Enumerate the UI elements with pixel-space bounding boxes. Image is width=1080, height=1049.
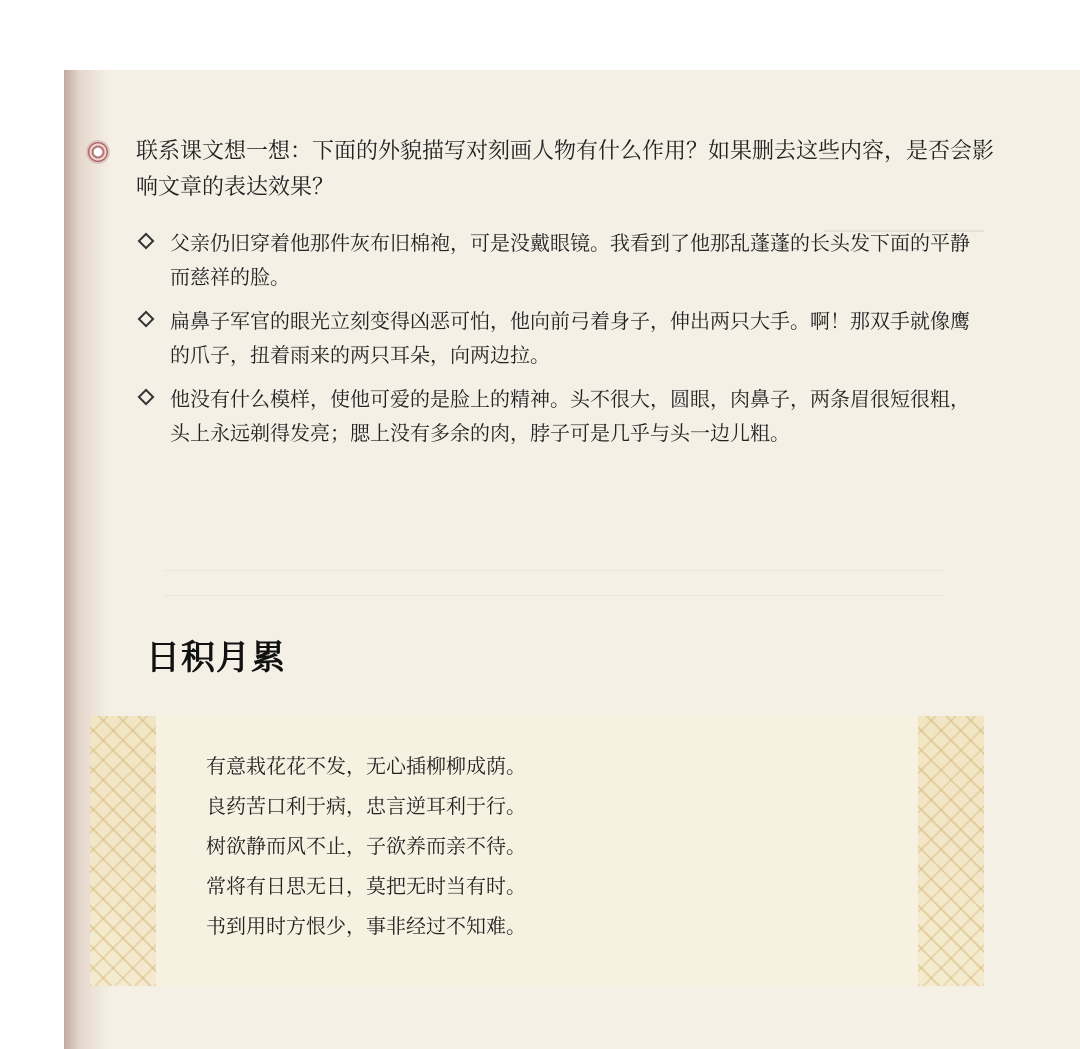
excerpt-list bbox=[140, 226, 980, 460]
ornament-border-left bbox=[90, 716, 156, 986]
excerpt-text: 父亲仍旧穿着他那件灰布旧棉袍，可是没戴眼镜。我看到了他那乱蓬蓬的长头发下面的平静而慈祥的脸。 bbox=[170, 231, 970, 289]
proverb-line: 有意栽花花不发，无心插柳柳成荫。 bbox=[206, 754, 526, 778]
bleed-through-line bbox=[164, 570, 944, 571]
proverb-line: 树欲静而风不止，子欲养而亲不待。 bbox=[206, 834, 526, 858]
list-item bbox=[140, 382, 980, 450]
proverb-box bbox=[90, 716, 984, 986]
question-text: 联系课文想一想：下面的外貌描写对刻画人物有什么作用？如果删去这些内容，是否会影响文章的表达效果？ bbox=[136, 139, 995, 200]
list-item bbox=[140, 304, 980, 372]
ornament-border-right bbox=[918, 716, 984, 986]
textbook-page bbox=[64, 70, 1080, 1049]
proverb-lines bbox=[206, 746, 866, 946]
proverb-line: 书到用时方恨少，事非经过不知难。 bbox=[206, 914, 526, 938]
diamond-icon bbox=[138, 311, 155, 328]
diamond-icon bbox=[138, 389, 155, 406]
excerpt-text: 扁鼻子军官的眼光立刻变得凶恶可怕，他向前弓着身子，伸出两只大手。啊！那双手就像鹰的爪子，扭着雨来的两只耳朵，向两边拉。 bbox=[170, 309, 970, 367]
section-title: 日积月累 bbox=[146, 638, 286, 678]
list-item bbox=[140, 226, 980, 294]
excerpt-text: 他没有什么模样，使他可爱的是脸上的精神。头不很大，圆眼，肉鼻子，两条眉很短很粗，头上永远剃得发亮；腮上没有多余的肉，脖子可是几乎与头一边儿粗。 bbox=[170, 387, 970, 445]
proverb-line: 良药苦口利于病，忠言逆耳利于行。 bbox=[206, 794, 526, 818]
diamond-icon bbox=[138, 233, 155, 250]
bleed-through-line bbox=[164, 595, 944, 596]
proverb-line: 常将有日思无日，莫把无时当有时。 bbox=[206, 874, 526, 898]
rosette-icon bbox=[88, 142, 108, 162]
